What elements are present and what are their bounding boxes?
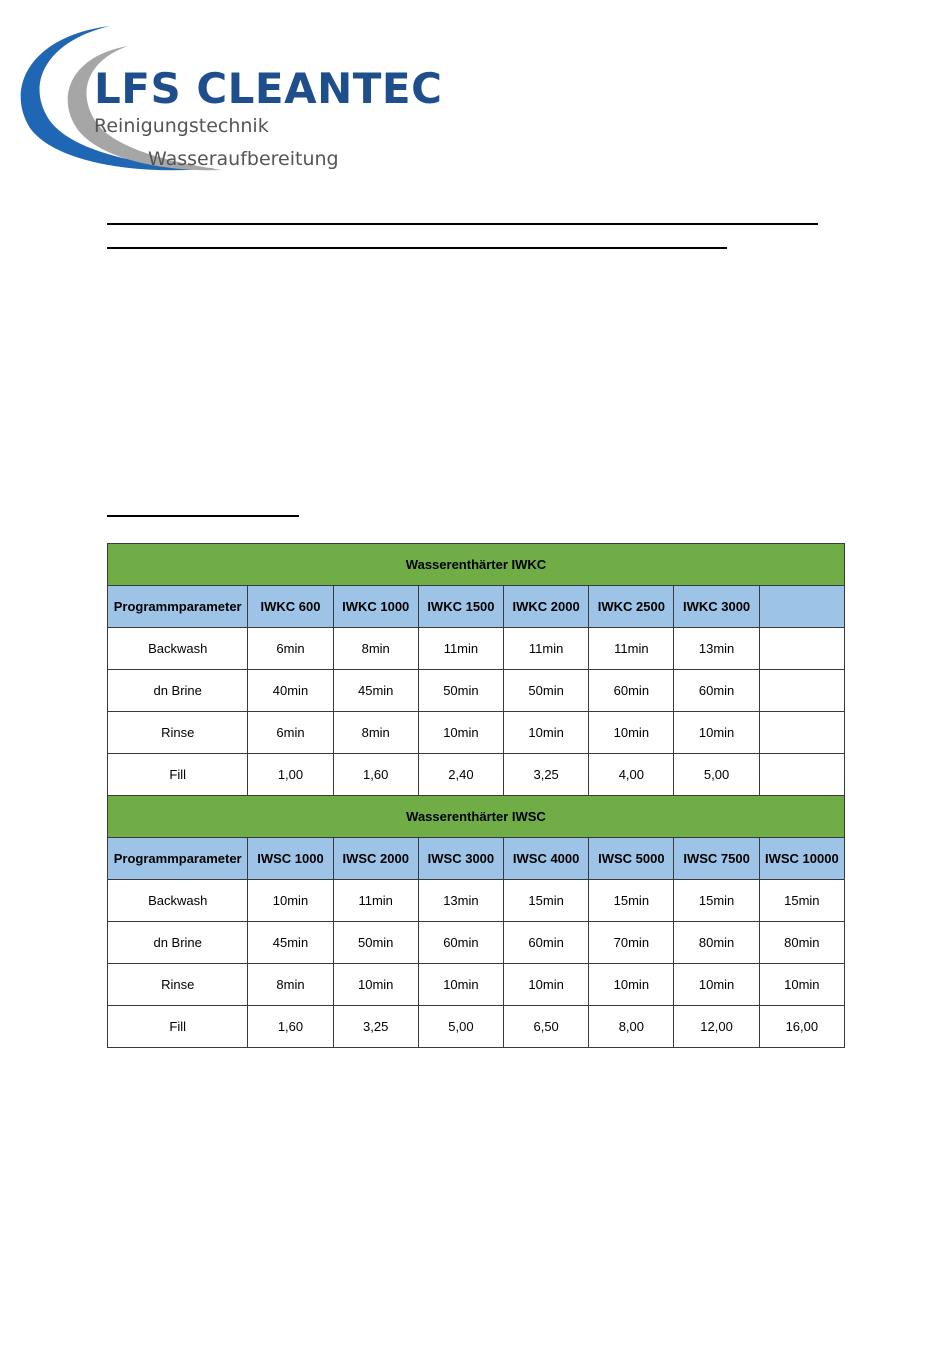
table-cell: 10min — [674, 712, 759, 754]
table-cell: 1,60 — [248, 1006, 333, 1048]
table-cell: 12,00 — [674, 1006, 759, 1048]
table-cell: 10min — [333, 964, 418, 1006]
column-header — [759, 586, 844, 628]
table-cell: 1,00 — [248, 754, 333, 796]
column-header: IWKC 600 — [248, 586, 333, 628]
column-header: IWSC 4000 — [504, 838, 589, 880]
table-cell: 15min — [504, 880, 589, 922]
table-cell: 3,25 — [333, 1006, 418, 1048]
row-label: Fill — [108, 754, 248, 796]
table-cell: 45min — [333, 670, 418, 712]
table-cell: 80min — [759, 922, 844, 964]
section-header-iwkc — [108, 544, 845, 586]
table-row — [108, 964, 845, 1006]
table-cell: 11min — [504, 628, 589, 670]
table-cell: 11min — [418, 628, 503, 670]
table-cell: 10min — [504, 964, 589, 1006]
table-cell — [759, 628, 844, 670]
table-cell: 10min — [504, 712, 589, 754]
table-cell: 60min — [589, 670, 674, 712]
column-header: IWKC 1500 — [418, 586, 503, 628]
table-cell: 13min — [674, 628, 759, 670]
table-cell: 10min — [759, 964, 844, 1006]
table-cell: 10min — [589, 712, 674, 754]
header-rule-2 — [107, 247, 727, 249]
section-title-iwsc: Wasserenthärter IWSC — [108, 796, 845, 838]
column-header: IWKC 2000 — [504, 586, 589, 628]
table-cell: 45min — [248, 922, 333, 964]
section-title-iwkc: Wasserenthärter IWKC — [108, 544, 845, 586]
table-cell: 10min — [248, 880, 333, 922]
column-header-row — [108, 586, 845, 628]
table-cell: 80min — [674, 922, 759, 964]
table-cell: 10min — [589, 964, 674, 1006]
table-cell: 11min — [589, 628, 674, 670]
table-cell: 8min — [333, 712, 418, 754]
table-cell: 4,00 — [589, 754, 674, 796]
table-row — [108, 880, 845, 922]
header-rule-1 — [107, 223, 818, 225]
table-row — [108, 922, 845, 964]
column-header: Programmparameter — [108, 586, 248, 628]
table-cell: 60min — [504, 922, 589, 964]
table-cell: 1,60 — [333, 754, 418, 796]
table-cell: 60min — [418, 922, 503, 964]
table-cell: 15min — [759, 880, 844, 922]
row-label: Fill — [108, 1006, 248, 1048]
table-cell: 50min — [418, 670, 503, 712]
table-row — [108, 754, 845, 796]
column-header-row — [108, 838, 845, 880]
table-cell: 15min — [674, 880, 759, 922]
table-cell — [759, 712, 844, 754]
table-cell: 6min — [248, 712, 333, 754]
table-cell: 50min — [333, 922, 418, 964]
logo-subtitle-cleaning: Reinigungstechnik — [94, 115, 269, 137]
table-cell — [759, 670, 844, 712]
column-header: IWSC 5000 — [589, 838, 674, 880]
table-row — [108, 628, 845, 670]
section-header-iwsc — [108, 796, 845, 838]
table-cell: 3,25 — [504, 754, 589, 796]
column-header: IWSC 7500 — [674, 838, 759, 880]
table-cell: 8min — [248, 964, 333, 1006]
row-label: Rinse — [108, 964, 248, 1006]
table-cell: 8min — [333, 628, 418, 670]
column-header: IWKC 2500 — [589, 586, 674, 628]
table-cell: 13min — [418, 880, 503, 922]
table-cell: 50min — [504, 670, 589, 712]
table-cell: 70min — [589, 922, 674, 964]
program-parameter-table — [107, 543, 845, 1048]
table-cell: 5,00 — [418, 1006, 503, 1048]
column-header: IWKC 3000 — [674, 586, 759, 628]
company-logo — [10, 18, 470, 178]
table-row — [108, 712, 845, 754]
column-header: IWSC 10000 — [759, 838, 844, 880]
logo-title: LFS CLEANTEC — [94, 64, 443, 113]
column-header: IWSC 1000 — [248, 838, 333, 880]
table-cell: 40min — [248, 670, 333, 712]
table-cell: 16,00 — [759, 1006, 844, 1048]
table-cell — [759, 754, 844, 796]
row-label: dn Brine — [108, 922, 248, 964]
section-rule — [107, 515, 299, 517]
table-row — [108, 670, 845, 712]
table-cell: 10min — [674, 964, 759, 1006]
row-label: Backwash — [108, 880, 248, 922]
table-cell: 11min — [333, 880, 418, 922]
column-header: IWSC 3000 — [418, 838, 503, 880]
column-header: Programmparameter — [108, 838, 248, 880]
table-cell: 5,00 — [674, 754, 759, 796]
table-cell: 10min — [418, 964, 503, 1006]
table-cell: 15min — [589, 880, 674, 922]
table-cell: 6,50 — [504, 1006, 589, 1048]
column-header: IWKC 1000 — [333, 586, 418, 628]
row-label: Rinse — [108, 712, 248, 754]
logo-subtitle-water: Wasseraufbereitung — [148, 148, 339, 170]
row-label: dn Brine — [108, 670, 248, 712]
row-label: Backwash — [108, 628, 248, 670]
table-cell: 6min — [248, 628, 333, 670]
column-header: IWSC 2000 — [333, 838, 418, 880]
table-cell: 10min — [418, 712, 503, 754]
table-cell: 8,00 — [589, 1006, 674, 1048]
table-cell: 60min — [674, 670, 759, 712]
table-row — [108, 1006, 845, 1048]
table-cell: 2,40 — [418, 754, 503, 796]
